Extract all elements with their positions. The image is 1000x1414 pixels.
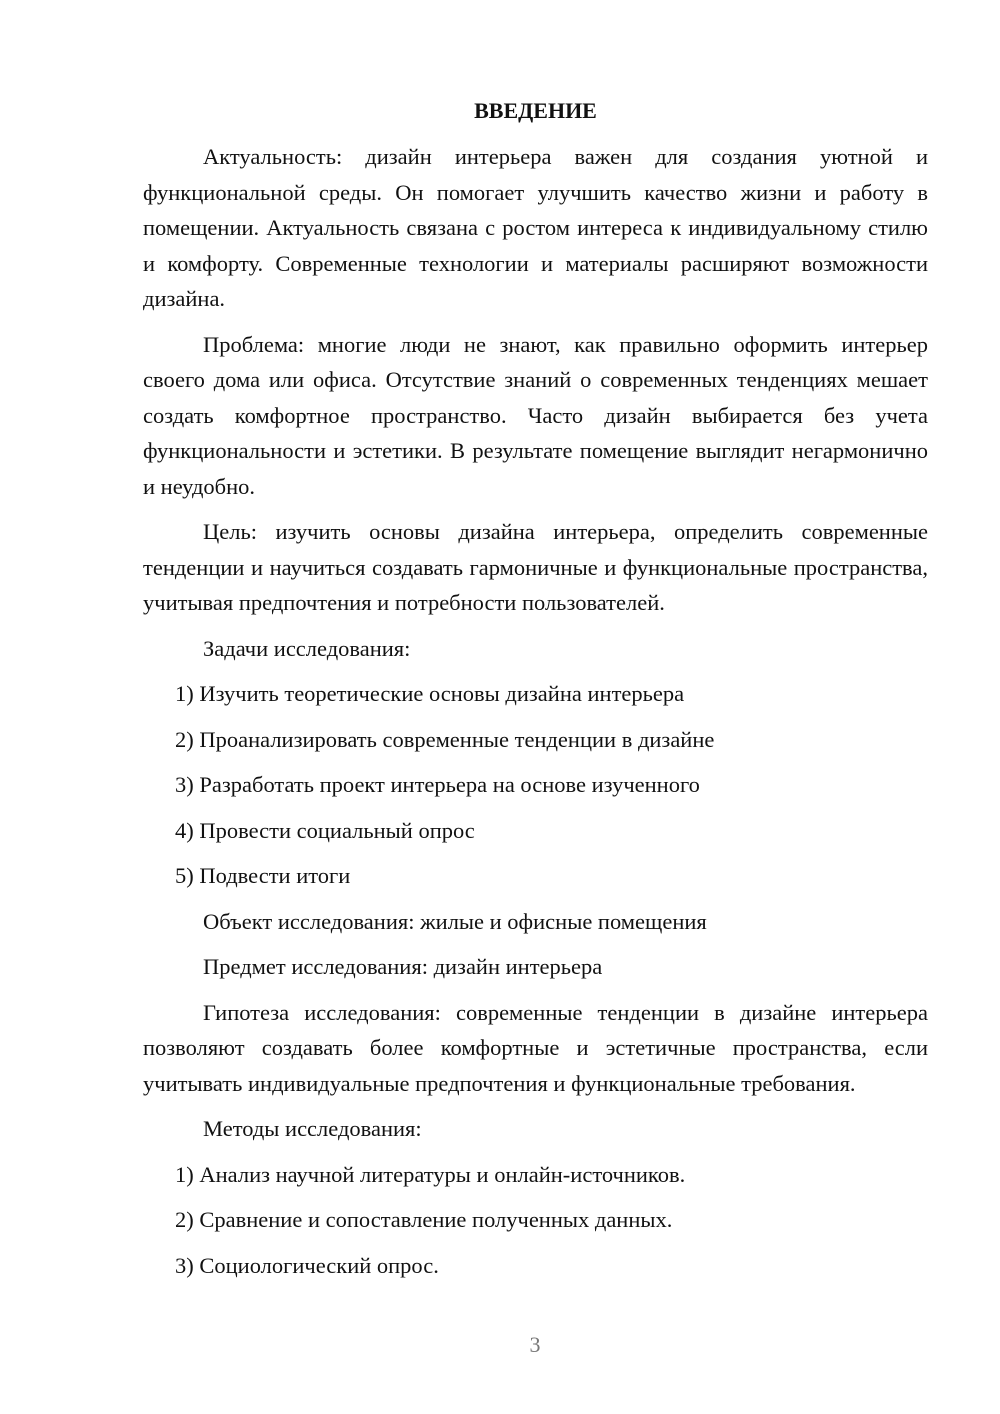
list-item: 1) Изучить теоретические основы дизайна интерьера xyxy=(175,681,685,706)
page-content xyxy=(143,95,928,1293)
list-item: 4) Провести социальный опрос xyxy=(175,817,475,843)
list-item: 3) Разработать проект интерьера на основе изученного xyxy=(175,772,700,797)
tasks-list xyxy=(143,676,928,894)
list-item: 2) Проанализировать современные тенденции в дизайне xyxy=(175,726,715,752)
list-item: 3) Социологический опрос. xyxy=(175,1252,439,1278)
tasks-label: Задачи исследования: xyxy=(203,635,411,661)
relevance-paragraph: Актуальность: дизайн интерьера важен для создания уютной и функциональной среды. Он помогает улучшить качество жизни и работу в помещении. Актуальность связана с ростом интереса к индивидуальному стилю и комфорту. Современные технологии и материалы расширяют возможности дизайна. xyxy=(143,144,928,311)
section-heading: ВВЕДЕНИЕ xyxy=(474,98,597,123)
subject-line: Предмет исследования: дизайн интерьера xyxy=(203,954,603,979)
object-line: Объект исследования: жилые и офисные помещения xyxy=(203,908,707,934)
methods-list xyxy=(143,1157,928,1284)
methods-label: Методы исследования: xyxy=(203,1116,422,1141)
problem-paragraph: Проблема: многие люди не знают, как правильно оформить интерьер своего дома или офиса. Отсутствие знаний о современных тенденциях мешает создать комфортное пространство. Часто дизайн выбирается без учета функциональности и эстетики. В результате помещение выглядит негармонично и неудобно. xyxy=(143,331,928,499)
list-item: 2) Сравнение и сопоставление полученных данных. xyxy=(175,1207,673,1232)
list-item: 5) Подвести итоги xyxy=(175,863,351,888)
page-number: 3 xyxy=(529,1332,541,1357)
hypothesis-paragraph: Гипотеза исследования: современные тенденции в дизайне интерьера позволяют создавать более комфортные и эстетичные пространства, если учитывать индивидуальные предпочтения и функциональные требования. xyxy=(143,999,928,1096)
goal-paragraph: Цель: изучить основы дизайна интерьера, определить современные тенденции и научиться создавать гармоничные и функциональные пространства, учитывая предпочтения и потребности пользователей. xyxy=(143,519,928,615)
list-item: 1) Анализ научной литературы и онлайн-источников. xyxy=(175,1161,686,1187)
